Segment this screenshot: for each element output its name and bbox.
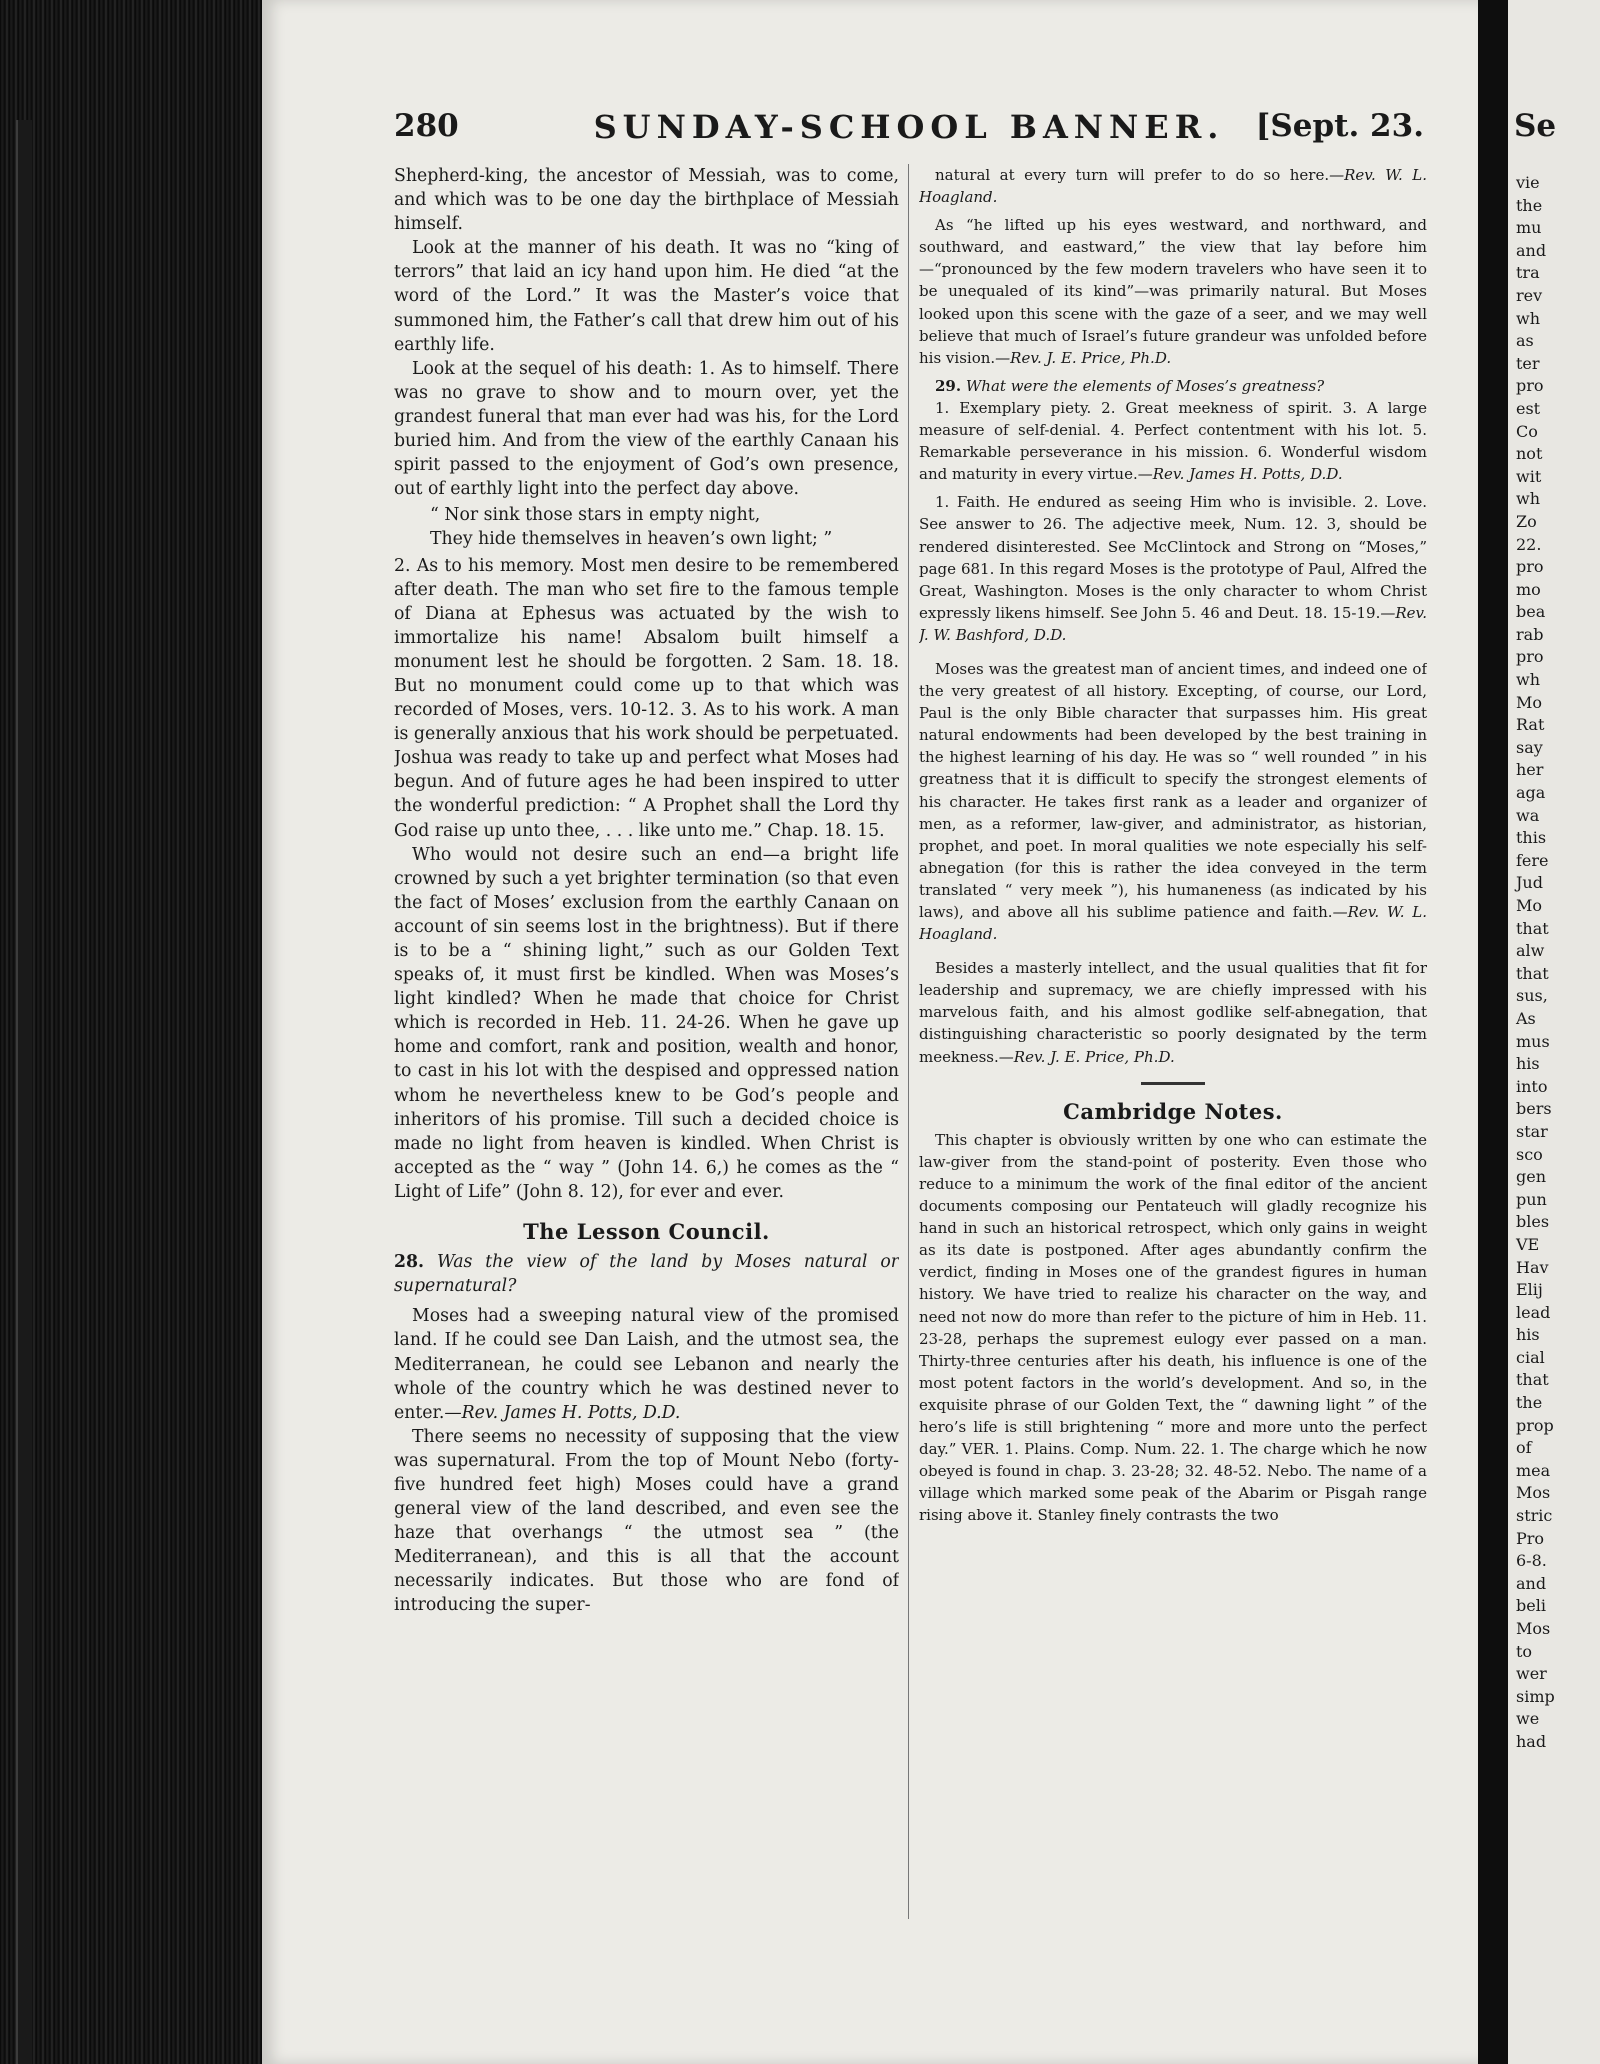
facing-page-line-fragment: we xyxy=(1516,1709,1540,1729)
paragraph: Look at the manner of his death. It was no “king of terrors” that laid an icy hand upon him. He died “at the word of the Lord.” It was the Master’s voice that summoned him, the Father’s call that drew him out of his earthly life. xyxy=(394,238,899,355)
facing-page-line-fragment: pun xyxy=(1516,1189,1547,1209)
paragraph: Shepherd-king, the ancestor of Messiah, was to come, and which was to be one day the birthplace of Messiah himself. xyxy=(394,166,899,235)
answer-text: There seems no necessity of supposing that the view was supernatural. From the top of Mount Nebo (forty-five hundred feet high) Moses could have a grand general view of the land described, and even see the haze that overhangs “ the utmost sea ” (the Mediterranean), and this is all that the account necessarily indicates. But those who are fond of introducing the super- xyxy=(394,1426,899,1616)
right-column xyxy=(919,164,1427,1924)
facing-page-line-fragment: simp xyxy=(1516,1686,1555,1706)
answer-signature: —Rev. W. L. Hoagland. xyxy=(919,903,1427,944)
answer-signature: —Rev. J. W. Bashford, D.D. xyxy=(919,603,1427,644)
facing-page-line-fragment: Elij xyxy=(1516,1280,1543,1300)
section-heading-lesson-council: The Lesson Council. xyxy=(523,1219,770,1245)
answer xyxy=(394,1304,899,1424)
facing-page-line-fragment: VE xyxy=(1516,1234,1540,1254)
facing-page-line-fragment: his xyxy=(1516,1325,1540,1345)
facing-page-line-fragment: bles xyxy=(1516,1212,1550,1232)
section-rule xyxy=(1141,1082,1205,1085)
answer-text: Moses had a sweeping natural view of the promised land. If he could see Dan Laish, and the utmost sea, the Mediterranean, he could see Lebanon and nearly the whole of the country which he was destined never to enter. xyxy=(394,1306,899,1423)
facing-page-line-fragment: the xyxy=(1516,1393,1543,1413)
facing-page-line-fragment: Rat xyxy=(1516,715,1545,735)
answer xyxy=(919,397,1427,485)
facing-page-line-fragment: wh xyxy=(1516,670,1540,690)
facing-page-line-fragment: pro xyxy=(1516,557,1544,577)
question-28 xyxy=(394,1250,899,1298)
facing-page-line-fragment: this xyxy=(1516,828,1547,848)
facing-page-line-fragment: Jud xyxy=(1516,873,1543,893)
facing-page-line-fragment: Mos xyxy=(1516,1619,1551,1638)
book-page-edges xyxy=(0,0,262,2064)
facing-page-line-fragment: not xyxy=(1516,444,1543,464)
facing-page-line-fragment: mo xyxy=(1516,579,1541,599)
facing-page-line-fragment: est xyxy=(1516,398,1541,418)
facing-page-line-fragment: pro xyxy=(1516,376,1544,396)
page-number: 280 xyxy=(394,108,459,144)
facing-page-line-fragment: his xyxy=(1516,1054,1540,1074)
facing-page-line-fragment: Mo xyxy=(1516,896,1543,915)
facing-page-line-fragment: Co xyxy=(1516,421,1538,441)
facing-page-line-fragment: lead xyxy=(1516,1302,1551,1322)
cambridge-notes-text: This chapter is obviously written by one who can estimate the law-giver from the stand-point of posterity. Even those who reduce to a minimum the work of the final editor of the ancient documents composing our Pentateuch will gladly recognize his hand in such an historical retrospect, which only gains in weight as its date is postponed. After ages abundantly confirm the verdict, finding in Moses one of the grandest figures in human history. We have tried to realize his character on the way, and need not now do more than refer to the picture of him in Heb. 11. 23-28, perhaps the supremest eulogy ever passed on a man. Thirty-three centuries after his death, his influence is one of the most potent factors in the world’s development. And so, in the exquisite phrase of our Golden Text, the “ dawning light ” of the hero’s life is still brightening “ more and more unto the perfect day.” VER. 1. Plains. Comp. Num. 22. 1. The charge which he now obeyed is found in chap. 3. 23-28; 32. 48-52. Nebo. The name of a village which marked some peak of the Abarim or Pisgah range rising above it. Stanley finely contrasts the two xyxy=(919,1130,1427,1525)
facing-page-line-fragment: say xyxy=(1516,737,1543,757)
facing-page-line-fragment: of xyxy=(1516,1438,1532,1458)
facing-page-line-fragment: rab xyxy=(1516,624,1544,644)
book-spine-rim xyxy=(16,120,32,2064)
question-text: What were the elements of Moses’s greatness? xyxy=(965,376,1325,395)
poem-line: “ Nor sink those stars in empty night, xyxy=(430,505,761,526)
answer-signature: —Rev. W. L. Hoagland. xyxy=(919,166,1427,207)
facing-page-line-fragment: wh xyxy=(1516,308,1540,328)
answer-text: Moses was the greatest man of ancient times, and indeed one of the very greatest of all history. Excepting, of course, our Lord, Paul is the only Bible character that surpasses him. His great natural endowments had been developed by the best training in the highest learning of his day. He was so “ well rounded ” in his greatness that it is difficult to specify the strongest elements of his character. He takes first rank as a leader and organizer of men, as a reformer, law-giver, and administrator, as historian, prophet, and poet. In moral qualities we note especially his self-abnegation (for this is rather the idea conveyed in the term translated “ very meek ”), his humaneness (as indicated by his laws), and above all his sublime patience and faith. xyxy=(919,659,1427,921)
facing-page-header: Se xyxy=(1514,108,1557,144)
facing-page-line-fragment: her xyxy=(1516,760,1544,780)
facing-page-line-fragment: alw xyxy=(1516,941,1545,961)
facing-page-line-fragment: wa xyxy=(1516,805,1540,825)
facing-page-line-fragment: tra xyxy=(1516,263,1540,283)
poem-line: They hide themselves in heaven’s own light; ” xyxy=(430,529,833,550)
answer-continued xyxy=(919,164,1427,208)
answer xyxy=(919,491,1427,646)
facing-page-line-fragment: wh xyxy=(1516,489,1540,509)
facing-page-line-fragment: 6-8. xyxy=(1516,1551,1547,1571)
facing-page-line-fragment: star xyxy=(1516,1121,1548,1141)
poem-quote xyxy=(394,503,899,551)
facing-page-line-fragment: wer xyxy=(1516,1664,1547,1684)
facing-page-line-fragment: As xyxy=(1516,1008,1536,1028)
paragraph: Look at the sequel of his death: 1. As to himself. There was no grave to show and to mourn over, yet the grandest funeral that man ever had was his, for the Lord buried him. And from the view of the earthly Canaan his spirit passed to the enjoyment of God’s own presence, out of earthly light into the perfect day above. xyxy=(394,358,899,500)
answer xyxy=(919,214,1427,369)
publication-title: SUNDAY-SCHOOL BANNER. xyxy=(593,108,1225,146)
paragraph: 2. As to his memory. Most men desire to be remembered after death. The man who set fire to the famous temple of Diana at Ephesus was actuated by the wish to immortalize his name! Absalom built himself a monument lest he should be forgotten. 2 Sam. 18. 18. But no monument could come up to that which was recorded of Moses, vers. 10-12. 3. As to his work. A man is generally anxious that his work should be perpetuated. Joshua was ready to take up and perfect what Moses had begun. And of future ages he had been inspired to utter the wonderful prediction: “ A Prophet shall the Lord thy God raise up unto thee, . . . like unto me.” Chap. 18. 15. xyxy=(394,555,899,841)
left-column xyxy=(394,164,899,1924)
facing-page-line-fragment: bea xyxy=(1516,602,1546,622)
answer-text: 1. Faith. He endured as seeing Him who is invisible. 2. Love. See answer to 26. The adjective meek, Num. 12. 3, should be rendered disinterested. See McClintock and Strong on “Moses,” page 681. In this regard Moses is the prototype of Paul, Alfred the Great, Washington. Moses is the only character to whom Christ expressly likens himself. See John 5. 46 and Deut. 18. 15-19. xyxy=(919,493,1427,622)
facing-page-line-fragment: cial xyxy=(1516,1347,1545,1367)
answer-signature: —Rev. J. E. Price, Ph.D. xyxy=(998,1047,1175,1066)
section-heading-cambridge-notes: Cambridge Notes. xyxy=(1063,1098,1283,1124)
facing-page-line-fragment: aga xyxy=(1516,783,1546,803)
paragraph: Who would not desire such an end—a bright life crowned by such a yet brighter termination (so that even the fact of Moses’ exclusion from the earthly Canaan on account of sin seems lost in the brightness). But if there is to be a “ shining light,” such as our Golden Text speaks of, it must first be kindled. When was Moses’s light kindled? When he made that choice for Christ which is recorded in Heb. 11. 24-26. When he gave up home and comfort, rank and position, wealth and honor, to cast in his lot with the despised and oppressed nation whom he nevertheless knew to be God’s people and inheritors of his promise. Till such a decided choice is made no light from heaven is kindled. When Christ is accepted as the “ way ” (John 14. 6,) he comes as the “ Light of Life” (John 8. 12), for ever and ever. xyxy=(394,844,899,1202)
facing-page-line-fragment: had xyxy=(1516,1731,1547,1751)
facing-page-fragment xyxy=(1508,0,1600,2064)
facing-page-line-fragment: Mos xyxy=(1516,1483,1551,1503)
facing-page-line-fragment: as xyxy=(1516,331,1534,351)
facing-page-line-fragment: that xyxy=(1516,963,1549,983)
facing-page-line-fragment: prop xyxy=(1516,1415,1554,1435)
facing-page-line-fragment: and xyxy=(1516,1573,1547,1593)
facing-page-line-fragment: that xyxy=(1516,918,1549,938)
facing-page-line-fragment: stric xyxy=(1516,1506,1553,1526)
facing-page-line-fragment: Pro xyxy=(1516,1528,1545,1548)
question-number: 29. xyxy=(935,376,962,395)
answer xyxy=(394,1425,899,1618)
question-number: 28. xyxy=(394,1252,425,1273)
answer-text: As “he lifted up his eyes westward, and northward, and southward, and eastward,” the view that lay before him—“pronounced by the few modern travelers who have seen it to be unequaled of its kind”—was primarily natural. But Moses looked upon this scene with the gaze of a seer, and we may well believe that much of Israel’s future grandeur was unfolded before his vision. xyxy=(919,216,1427,367)
answer-text: Besides a masterly intellect, and the usual qualities that fit for leadership and supremacy, we are chiefly impressed with his marvelous faith, and his almost godlike self-abnegation, that distinguishing characteristic so poorly designated by the term meekness. xyxy=(919,959,1427,1066)
answer-signature: —Rev. J. E. Price, Ph.D. xyxy=(995,348,1172,367)
answer xyxy=(919,658,1427,945)
facing-page-line-fragment: sco xyxy=(1516,1144,1543,1164)
answer-text: 1. Exemplary piety. 2. Great meekness of spirit. 3. A large measure of self-denial. 4. Perfect contentment with his lot. 5. Remarkable perseverance in his mission. 6. Wonderful wisdom and maturity in every virtue. xyxy=(919,398,1427,484)
book-gutter xyxy=(1478,0,1508,2064)
facing-page-line-fragment: and xyxy=(1516,240,1547,260)
facing-page-line-fragment: gen xyxy=(1516,1167,1547,1187)
facing-page-line-fragment: to xyxy=(1516,1641,1533,1661)
running-header xyxy=(394,108,1424,152)
question-29 xyxy=(919,375,1427,397)
facing-page-line-fragment: fere xyxy=(1516,850,1549,870)
facing-page-line-fragment: vie xyxy=(1516,173,1540,192)
facing-page-line-fragment: Mo xyxy=(1516,692,1543,712)
answer-signature: —Rev. James H. Potts, D.D. xyxy=(444,1402,681,1423)
facing-page-lines xyxy=(1516,172,1555,1754)
header-date: [Sept. 23. xyxy=(1255,108,1424,144)
facing-page-line-fragment: the xyxy=(1516,195,1543,215)
facing-page-line-fragment: pro xyxy=(1516,647,1544,667)
facing-page-line-fragment: mu xyxy=(1516,218,1542,238)
facing-page-line-fragment: Zo xyxy=(1516,511,1537,531)
column-divider xyxy=(908,164,909,1919)
answer xyxy=(919,957,1427,1067)
question-text: Was the view of the land by Moses natural or supernatural? xyxy=(394,1252,899,1297)
facing-page-line-fragment: wit xyxy=(1516,466,1542,486)
answer-signature: —Rev. James H. Potts, D.D. xyxy=(1137,465,1343,484)
page-280 xyxy=(262,0,1478,2064)
facing-page-line-fragment: into xyxy=(1516,1076,1548,1096)
facing-page-line-fragment: that xyxy=(1516,1370,1549,1390)
answer-text: natural at every turn will prefer to do so here. xyxy=(935,166,1330,184)
facing-page-line-fragment: sus, xyxy=(1516,986,1548,1006)
facing-page-line-fragment: Hav xyxy=(1516,1257,1549,1277)
facing-page-line-fragment: beli xyxy=(1516,1596,1546,1616)
facing-page-line-fragment: mus xyxy=(1516,1031,1550,1051)
facing-page-line-fragment: mea xyxy=(1516,1460,1551,1480)
facing-page-line-fragment: rev xyxy=(1516,285,1543,305)
facing-page-line-fragment: 22. xyxy=(1516,534,1542,554)
facing-page-line-fragment: bers xyxy=(1516,1099,1552,1119)
facing-page-line-fragment: ter xyxy=(1516,353,1540,373)
